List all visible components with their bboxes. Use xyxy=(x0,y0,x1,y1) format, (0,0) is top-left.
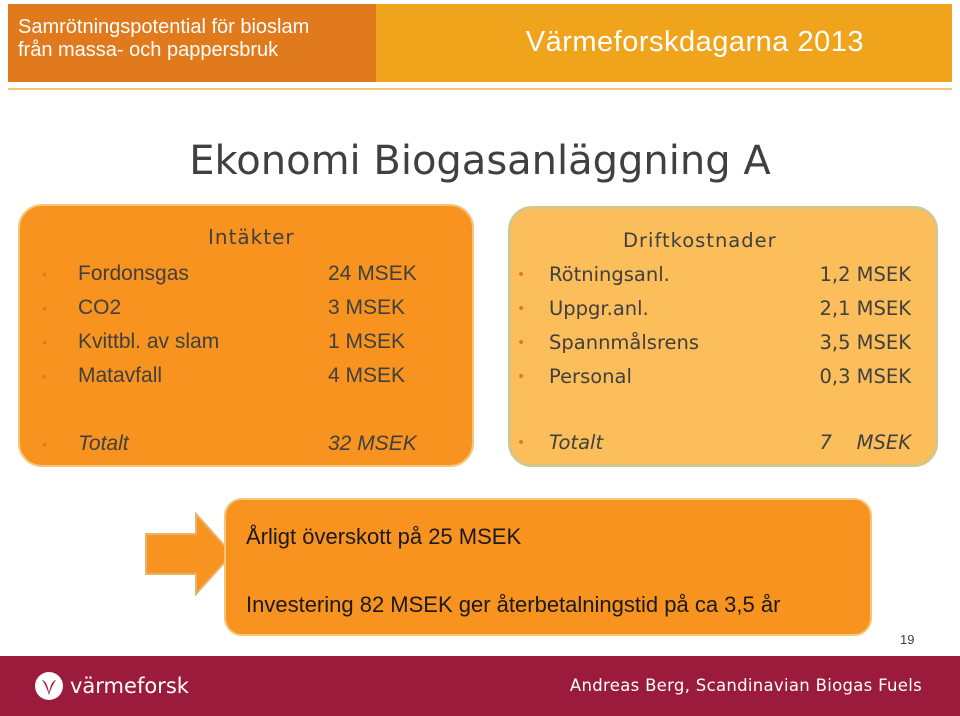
slide-title: Ekonomi Biogasanläggning A xyxy=(189,138,771,184)
header-subtitle-line1: Samrötningspotential för bioslam xyxy=(18,16,310,38)
costs-panel xyxy=(508,206,938,467)
cost-value: 2,1 MSEK xyxy=(819,297,911,320)
header-event-block xyxy=(376,4,952,82)
cost-label: Spannmålsrens xyxy=(549,331,700,354)
bullet-icon: • xyxy=(42,334,47,350)
bullet-icon: • xyxy=(517,335,526,351)
income-label: CO2 xyxy=(78,296,122,319)
bullet-icon: • xyxy=(517,435,526,451)
presenter-credit: Andreas Berg, Scandinavian Biogas Fuels xyxy=(569,676,922,695)
logo-text: värmeforsk xyxy=(70,674,189,698)
header-divider xyxy=(8,88,952,90)
cost-value: 0,3 MSEK xyxy=(819,365,911,388)
investment-payback-text: Investering 82 MSEK ger återbetalningstid på ca 3,5 år xyxy=(246,592,781,617)
income-label: Matavfall xyxy=(78,364,163,387)
header-subtitle-block xyxy=(8,4,376,82)
costs-total-value: 7 MSEK xyxy=(819,431,911,454)
income-value: 3 MSEK xyxy=(328,296,406,319)
header-subtitle-line2: från massa- och pappersbruk xyxy=(18,39,279,61)
cost-row xyxy=(511,297,935,327)
income-panel xyxy=(18,204,474,467)
cost-label: Rötningsanl. xyxy=(549,263,670,286)
income-row xyxy=(20,364,472,394)
costs-heading: Driftkostnader xyxy=(623,229,777,252)
income-label: Fordonsgas xyxy=(78,262,189,285)
cost-row xyxy=(511,365,935,395)
income-total-row xyxy=(20,432,472,462)
cost-value: 1,2 MSEK xyxy=(819,263,911,286)
bullet-icon: • xyxy=(517,267,526,283)
costs-total-row xyxy=(511,431,935,461)
bullet-icon: • xyxy=(517,369,526,385)
event-title: Värmeforskdagarna 2013 xyxy=(525,26,864,58)
summary-box xyxy=(224,498,872,636)
annual-surplus-text: Årligt överskott på 25 MSEK xyxy=(246,524,522,549)
costs-total-label: Totalt xyxy=(549,431,604,454)
cost-value: 3,5 MSEK xyxy=(819,331,911,354)
cost-row xyxy=(511,331,935,361)
income-label: Kvittbl. av slam xyxy=(78,330,220,353)
bullet-icon: • xyxy=(42,300,47,316)
bullet-icon: • xyxy=(517,301,526,317)
income-total-label: Totalt xyxy=(78,432,129,455)
varmeforsk-logo-icon xyxy=(34,671,64,701)
slide-number: 19 xyxy=(900,632,915,647)
bullet-icon: • xyxy=(42,436,47,452)
footer-bar xyxy=(0,656,960,716)
cost-label: Personal xyxy=(549,365,632,388)
income-value: 4 MSEK xyxy=(328,364,406,387)
cost-row xyxy=(511,263,935,293)
arrow-right-icon xyxy=(144,512,234,596)
bullet-icon: • xyxy=(42,368,47,384)
income-row xyxy=(20,262,472,292)
income-total-value: 32 MSEK xyxy=(328,432,417,455)
cost-label: Uppgr.anl. xyxy=(549,297,649,320)
income-row xyxy=(20,296,472,326)
bullet-icon: • xyxy=(42,266,47,282)
income-value: 24 MSEK xyxy=(328,262,417,285)
varmeforsk-logo xyxy=(34,670,189,702)
income-row xyxy=(20,330,472,360)
income-value: 1 MSEK xyxy=(328,330,406,353)
income-heading: Intäkter xyxy=(208,225,295,249)
